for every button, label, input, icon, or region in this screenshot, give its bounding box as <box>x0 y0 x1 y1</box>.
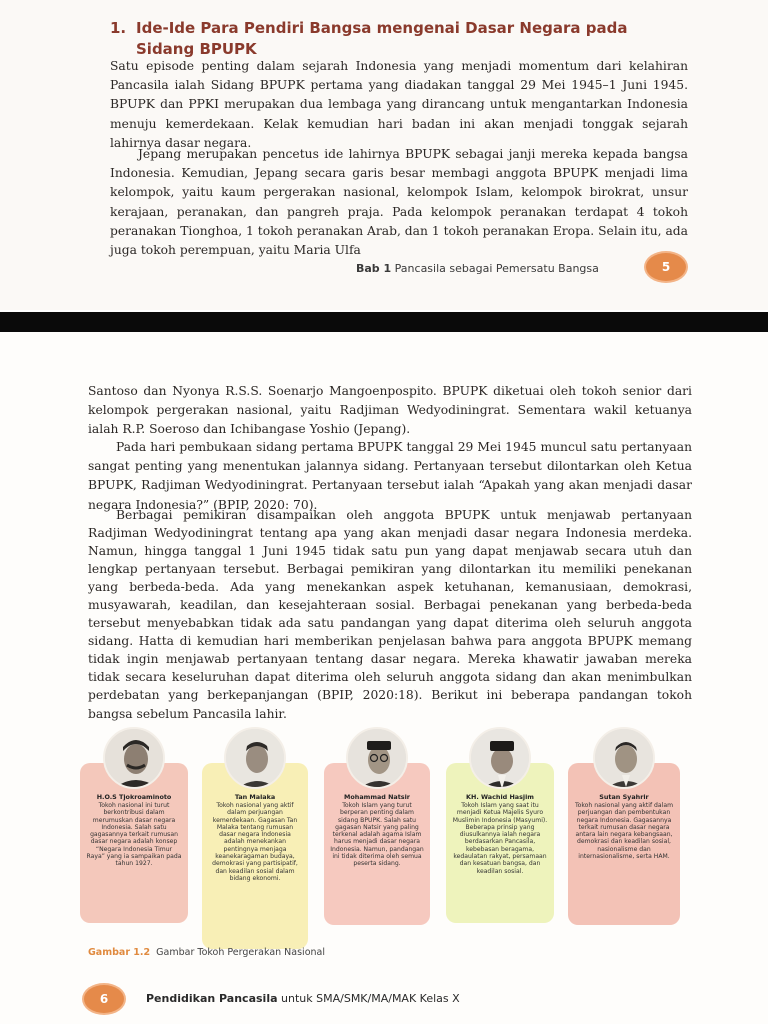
figure-name: H.O.S Tjokroaminoto <box>96 793 172 801</box>
figure-caption-text: Gambar Tokoh Pergerakan Nasional <box>156 947 325 958</box>
book-level: untuk SMA/SMK/MA/MAK Kelas X <box>281 992 460 1005</box>
chapter-title: Pancasila sebagai Pemersatu Bangsa <box>394 262 599 275</box>
portrait-image <box>346 727 408 789</box>
paragraph: Jepang merupakan pencetus ide lahirnya BPUPK sebagai janji mereka kepada bangsa Indonesia. Kemudian, Jepang secara garis besar membagi anggota BPUPK menjadi lima kelompok, yaitu kaum pergerakan nasional, kelompok Islam, kelompok birokrat, unsur kerajaan, peranakan, dan pangreh praja. Pada kelompok peranakan terdapat 4 tokoh peranakan Tionghoa, 1 tokoh peranakan Arab, dan 1 tokoh peranakan Eropa. Selain itu, ada juga tokoh perempuan, yaitu Maria Ulfa <box>110 147 688 258</box>
paragraph: Satu episode penting dalam sejarah Indonesia yang menjadi momentum dari kelahiran Pancasila ialah Sidang BPUPK pertama yang diadakan tanggal 29 Mei 1945–1 Juni 1945. BPUPK dan PPKI merupakan dua lembaga yang dirancang untuk mengantarkan Indonesia menuju kemerdekaan. Kelak kemudian hari badan ini akan menjadi tonggak sejarah lahirnya dasar negara. <box>110 59 688 150</box>
section-title: Ide-Ide Para Pendiri Bangsa mengenai Dasar Negara pada Sidang BPUPK <box>136 19 628 58</box>
figure-description: Tokoh nasional yang aktif dalam perjuangan dan pembentukan negara Indonesia. Gagasannya terkait rumusan dasar negara antara lain negara kebangsaan, demokrasi dan keadilan sosial, nasionalisme dan internasionalisme, serta HAM. <box>574 802 674 861</box>
figure-name: KH. Wachid Hasjim <box>466 793 534 801</box>
book-footer <box>146 992 460 1005</box>
book-title: Pendidikan Pancasila <box>146 992 278 1005</box>
chapter-label: Bab 1 <box>356 262 392 275</box>
figure-name: Sutan Syahrir <box>599 793 649 801</box>
figure-description: Tokoh Islam yang turut berperan penting dalam sidang BPUPK. Salah satu gagasan Natsir yang paling terkenal adalah agama Islam harus menjadi dasar negara Indonesia. Namun, pandangan ini tidak diterima oleh semua peserta sidang. <box>330 802 424 868</box>
paragraph: Santoso dan Nyonya R.S.S. Soenarjo Mangoenpospito. BPUPK diketuai oleh tokoh senior dari kelompok pergerakan nasional, yaitu Radjiman Wedyodiningrat. Sementara wakil ketuanya ialah R.P. Soeroso dan Ichibangase Yoshio (Jepang). <box>88 384 692 437</box>
portrait-image <box>593 727 655 789</box>
section-number: 1. <box>110 19 127 37</box>
figure-bubble <box>202 763 308 949</box>
page-number-badge: 5 <box>646 253 686 281</box>
portrait-image <box>224 727 286 789</box>
paragraph: Pada hari pembukaan sidang pertama BPUPK tanggal 29 Mei 1945 muncul satu pertanyaan sangat penting yang menentukan jalannya sidang. Pertanyaan tersebut dilontarkan oleh Ketua BPUPK, Radjiman Wedyodiningrat. Pertanyaan tersebut ialah “Apakah yang akan menjadi dasar negara Indonesia?” (BPIP, 2020: 70). <box>88 440 692 512</box>
portrait-image <box>469 727 531 789</box>
chapter-footer <box>356 262 599 275</box>
page-number-badge: 6 <box>84 985 124 1013</box>
figure-caption <box>88 947 325 958</box>
figure-name: Tan Malaka <box>234 793 276 801</box>
figure-name: Mohammad Natsir <box>344 793 410 801</box>
top-page <box>0 0 768 310</box>
figure-caption-label: Gambar 1.2 <box>88 947 151 958</box>
figure-national-figures <box>80 727 692 949</box>
figure-description: Tokoh Islam yang saat itu menjadi Ketua Majelis Syuro Muslimin Indonesia (Masyumi). Beberapa prinsip yang diusulkannya ialah negara berdasarkan Pancasila, kebebasan beragama, kedaulatan rakyat, persamaan dan kesatuan bangsa, dan keadilan sosial. <box>452 802 548 875</box>
paragraph: Berbagai pemikiran disampaikan oleh anggota BPUPK untuk menjawab pertanyaan Radjiman Wedyodiningrat tentang apa yang akan menjadi dasar negara Indonesia merdeka. Namun, hingga tanggal 1 Juni 1945 tidak satu pun yang dapat menjawab secara utuh dan lengkap pertanyaan tersebut. Berbagai pemikiran yang dilontarkan itu memiliki penekanan yang berbeda-beda. Ada yang menekankan aspek ketuhanan, kemanusiaan, demokrasi, musyawarah, keadilan, dan kesejahteraan sosial. Berbagai penekanan yang berbeda-beda tersebut menyebabkan tidak ada satu pandangan yang dapat diterima oleh seluruh anggota sidang. Hatta di kemudian hari memberikan penjelasan bahwa para anggota BPUPK memang tidak ingin menjawab pertanyaan tentang dasar negara. Mereka khawatir jawaban mereka tidak secara keseluruhan dapat diterima oleh seluruh anggota sidang dan akan menimbulkan perdebatan yang berkepanjangan (BPIP, 2020:18). Berikut ini beberapa pandangan tokoh bangsa sebelum Pancasila lahir. <box>88 508 692 721</box>
section-heading <box>110 18 670 60</box>
portrait-image <box>103 727 165 789</box>
page-separator <box>0 312 768 332</box>
figure-description: Tokoh nasional yang aktif dalam perjuangan kemerdekaan. Gagasan Tan Malaka tentang rumusan dasar negara Indonesia adalah menekankan pentingnya menjaga keanekaragaman budaya, demokrasi yang partisipatif, dan keadilan sosial dalam bidang ekonomi. <box>212 802 298 882</box>
figure-description: Tokoh nasional ini turut berkontribusi dalam merumuskan dasar negara Indonesia. Salah satu gagasannya terkait rumusan dasar negara adalah konsep “Negara Indonesia Timur Raya” yang ia sampaikan pada tahun 1927. <box>86 802 182 868</box>
